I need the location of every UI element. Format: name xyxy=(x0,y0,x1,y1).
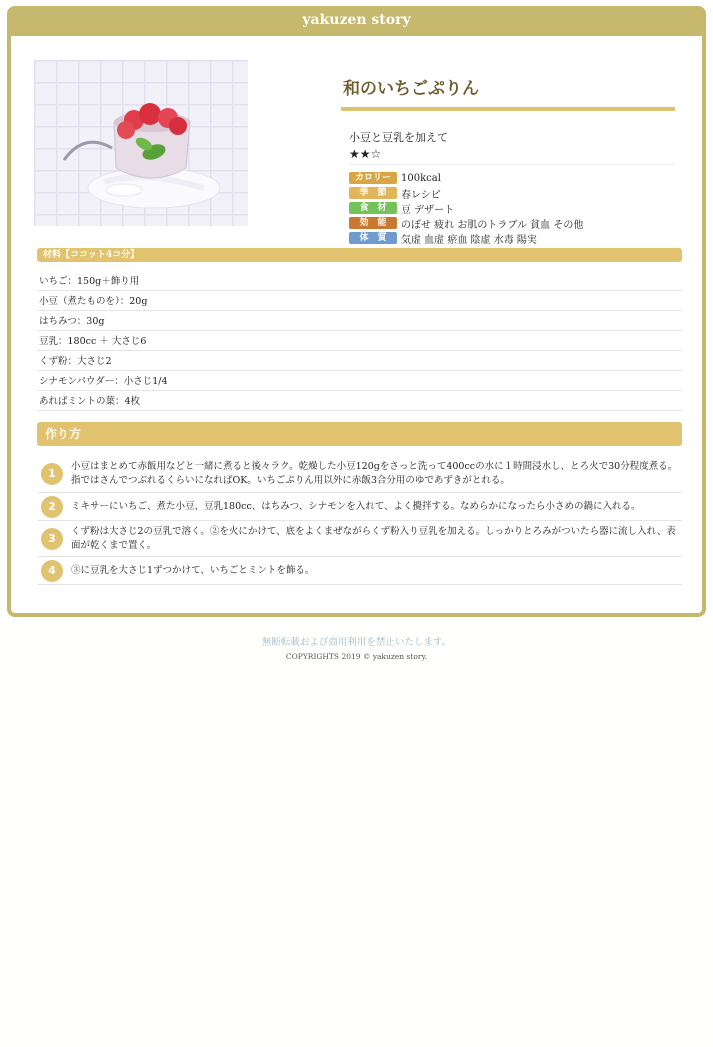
info-value[interactable]: 豆 デザート xyxy=(401,204,455,216)
info-value[interactable]: 気虚 血虚 瘀血 陰虚 水毒 陽実 xyxy=(401,234,537,246)
info-value: 100kcal xyxy=(401,172,441,184)
info-row-season xyxy=(349,186,675,200)
step-number: 3 xyxy=(41,528,63,550)
step-text: ミキサーにいちご、煮た小豆、豆乳180cc、はちみつ、シナモンを入れて、よく攪拌する。なめらかになったら小さめの鍋に入れる。 xyxy=(71,500,641,512)
info-row-effect xyxy=(349,216,675,230)
info-row-calorie xyxy=(349,171,675,185)
footer-warning: 無断転載および商用利用を禁止いたします。 xyxy=(261,637,452,648)
info-badge: カロリー xyxy=(349,172,397,184)
footer-copyright: COPYRIGHTS 2019 © yakuzen story. xyxy=(285,652,428,661)
ingredients-list xyxy=(37,271,682,411)
ingredients-heading: 材料【ココット4コ分】 xyxy=(37,248,682,262)
page-footer xyxy=(0,634,713,661)
step-text: くず粉は大さじ2の豆乳で溶く。②を火にかけて、底をよくまぜながらくず粉入り豆乳を加える。しっかりとろみがついたら器に流し入れ、表面が乾くまで置く。 xyxy=(71,525,676,551)
recipe-title: 和のいちごぷりん xyxy=(341,70,675,111)
list-item: いちご：150g＋飾り用 xyxy=(37,271,682,291)
recipe-photo xyxy=(34,60,248,226)
site-title[interactable]: yakuzen story xyxy=(302,12,411,28)
info-badge: 効 能 xyxy=(349,217,397,229)
content-frame xyxy=(7,6,706,617)
list-item: 小豆（煮たものを）：20g xyxy=(37,291,682,311)
list-item: シナモンパウダー：小さじ1/4 xyxy=(37,371,682,391)
step-item xyxy=(37,493,682,521)
info-row-constitution xyxy=(349,231,675,245)
step-text: 小豆はまとめて赤飯用などと一緒に煮ると後々ラク。乾燥した小豆120gをさっと洗って400ccの水に１時間浸水し、とろ火で30分程度煮る。指ではさんでつぶれるくらいになればOK。いちごぷりん用以外に赤飯3合分用のゆであずきがとれる。 xyxy=(71,460,678,486)
list-item: くず粉：大さじ2 xyxy=(37,351,682,371)
steps-heading: 作り方 xyxy=(37,422,682,446)
info-badge: 季 節 xyxy=(349,187,397,199)
recipe-info xyxy=(341,70,675,246)
difficulty-stars: ★★☆ xyxy=(349,147,675,165)
info-value[interactable]: のぼせ 疲れ お肌のトラブル 貧血 その他 xyxy=(401,219,584,231)
steps-list xyxy=(37,455,682,585)
step-number: 1 xyxy=(41,463,63,485)
step-number: 4 xyxy=(41,560,63,582)
info-row-ingredient xyxy=(349,201,675,215)
recipe-info-list xyxy=(349,171,675,245)
site-header xyxy=(7,6,706,36)
list-item: はちみつ：30g xyxy=(37,311,682,331)
info-badge: 食 材 xyxy=(349,202,397,214)
step-item xyxy=(37,455,682,493)
recipe-subtitle: 小豆と豆乳を加えて xyxy=(349,131,448,144)
step-number: 2 xyxy=(41,496,63,518)
info-badge: 体 質 xyxy=(349,232,397,244)
list-item: あればミントの葉：4枚 xyxy=(37,391,682,411)
list-item: 豆乳：180cc ＋ 大さじ6 xyxy=(37,331,682,351)
step-text: ③に豆乳を大さじ1ずつかけて、いちごとミントを飾る。 xyxy=(71,564,315,576)
step-item xyxy=(37,521,682,557)
info-value[interactable]: 春レシピ xyxy=(401,189,441,201)
step-item xyxy=(37,557,682,585)
